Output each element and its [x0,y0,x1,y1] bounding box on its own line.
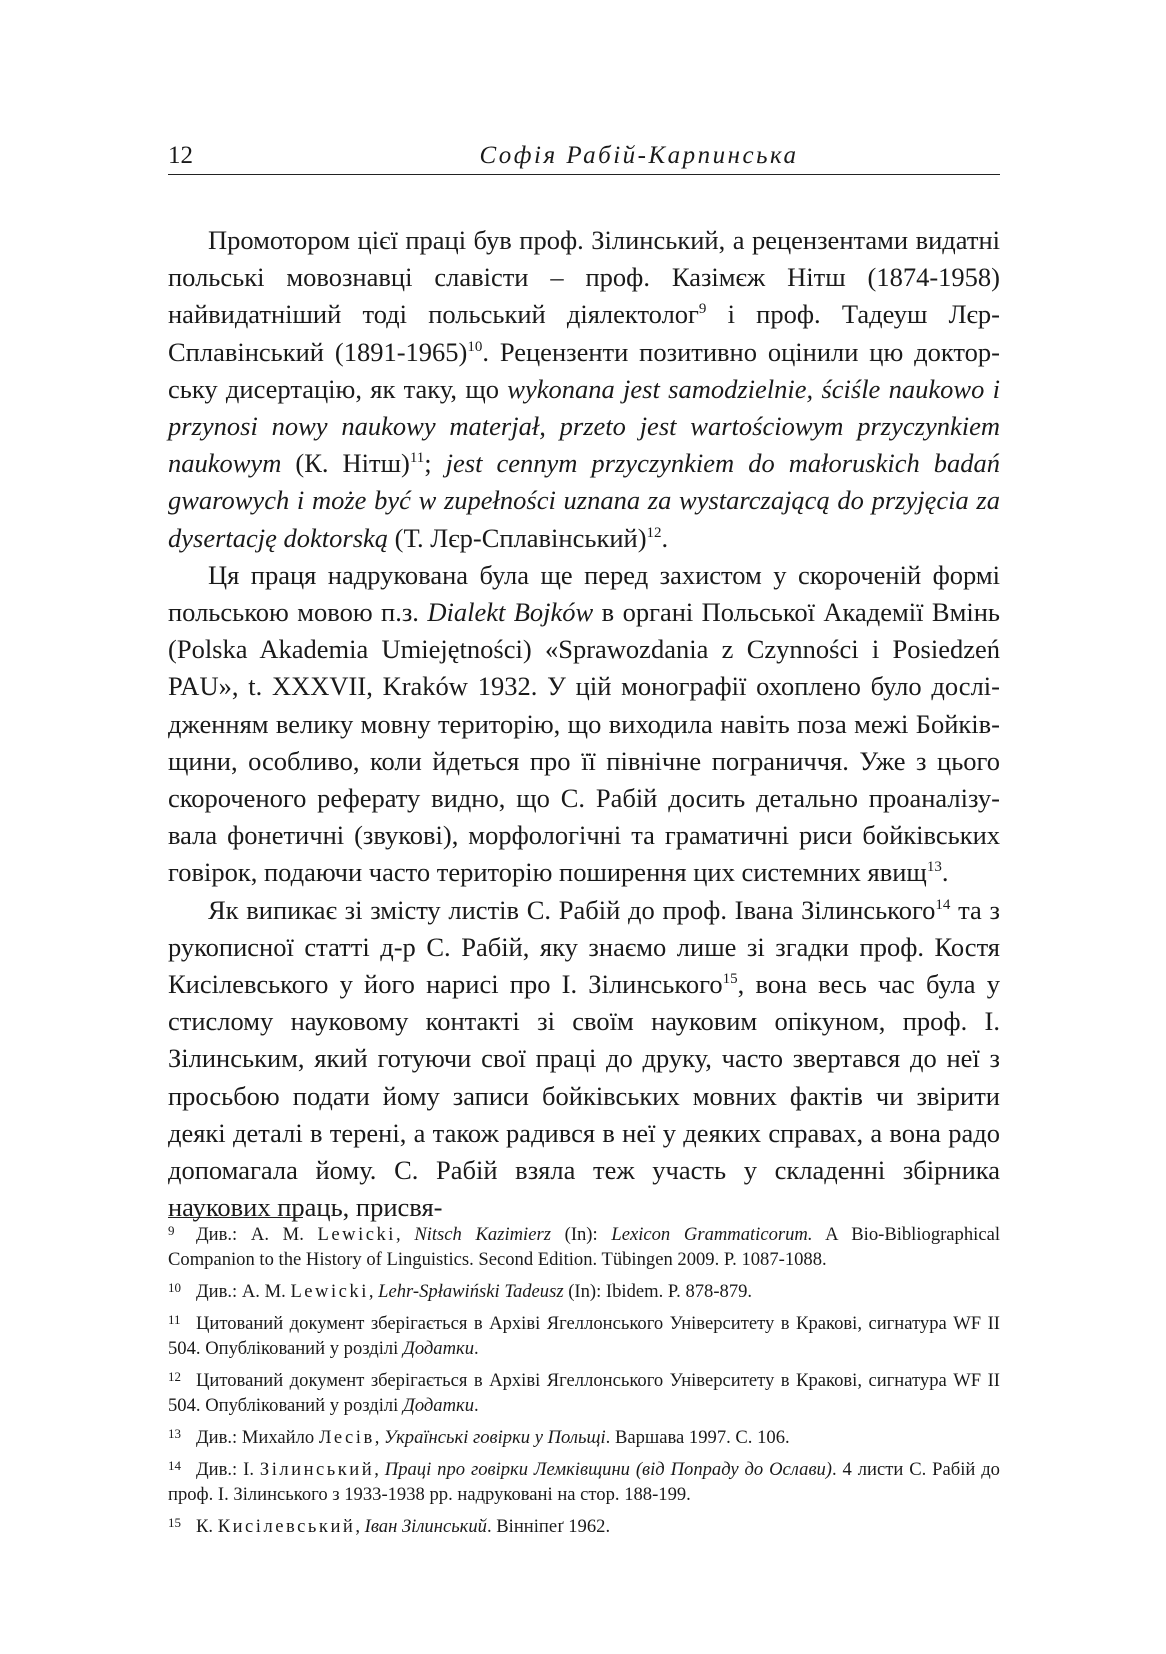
italic-text: Українські говірки у Польщі [384,1427,606,1448]
footnotes [168,1222,1000,1546]
author-name: Зілинський [259,1459,375,1480]
footnote-ref: 10 [467,338,483,355]
footnote-ref: 13 [926,859,942,876]
text-run: Як випикає зі змісту листів С. Рабій до проф. Івана Зілинського [208,894,936,925]
text-run: . Рецензенти позитивно оцінили цю докторську дисертацію, як таку, що [168,336,1000,404]
page-header [168,140,1000,175]
footnote [168,1279,1000,1304]
footnote [168,1514,1000,1539]
text-run: , [374,1427,385,1448]
text-run: . Варшава 1997. С. 106. [605,1427,790,1448]
text-run: , [355,1516,365,1537]
main-text [168,222,1000,1226]
footnote-number: 10 [168,1280,181,1295]
text-run: Ця праця надрукована була ще перед захистом у скороченій формі польською мовою п.з. [168,559,1000,628]
italic-text: jest cennym przyczynkiem do małoruskich badań gwarowych i może być w zupełności uznana za wystarczającą do przyjęcia za dysertację doktorską [168,448,1001,553]
text-run: , [368,1281,379,1302]
author-name: Кисілевський [217,1516,356,1537]
text-run: Див.: A. M. [196,1281,291,1302]
footnote-number: 14 [168,1458,181,1473]
italic-text: Іван Зілинський [364,1516,487,1537]
footnote [168,1368,1000,1418]
italic-text: Lexicon Grammaticorum. [611,1224,813,1245]
text-run: (Т. Лєр-Сплавінський) [388,522,647,553]
italic-text: wykonana jest samodzielnie, ściśle naukowo i przynosi nowy naukowy materjał, przeto jest wartościowym przyczynkiem naukowym [168,373,1000,479]
text-run: . Вінніпеґ 1962. [486,1516,611,1537]
author-name: Lewicki [317,1224,396,1245]
paragraph [168,557,1000,892]
text-run: . [474,1395,479,1416]
footnote-number: 15 [168,1515,181,1530]
text-run: (In): Ibidem. P. 878-879. [563,1281,753,1302]
text-run: . [474,1338,479,1359]
footnote [168,1311,1000,1361]
paragraph [168,892,1000,1227]
text-run: та з рукописної статті д-р С. Рабій, яку знаємо лише зі згадки проф. Костя Кисілевського у його нарисі про І. Зілинського [168,894,1001,1000]
italic-text: Додатки [403,1395,475,1416]
text-run: К. [196,1516,218,1537]
text-run: Див.: І. [196,1459,260,1480]
text-run: Див.: Михайло [196,1427,319,1448]
footnote-ref: 11 [409,450,425,467]
text-run: в органі Польської Академії Вмінь (Polska Akademia Umiejętności) «Sprawozdania z Czynności i Posiedzeń PAU», t. XXXVII, Kraków 1932. У цій монографії охоплено було дослідженням велику мовну територію, що виходила навіть поза межі Бойківщини, особливо, коли йдеться про її північне пограниччя. Уже з цього скороченого реферату видно, що С. Рабій досить детально проаналізувала фонетичні (звукові), морфологічні та граматичні риси бойківських говірок, подаючи часто територію поширення цих системних явищ [168,597,1000,888]
footnote-divider [168,1217,303,1218]
page-number: 12 [168,142,193,169]
text-run: ; [424,448,446,479]
footnote-number: 12 [168,1369,181,1384]
footnote-number: 13 [168,1426,181,1441]
footnote-ref: 14 [935,896,951,913]
text-run: , [374,1459,385,1480]
text-run: (К. Нітш) [281,448,410,479]
text-run: Цитований документ зберігається в Архіві Ягеллонського Університету в Кракові, сигнатура WF II 504. Опублікований у розділі [168,1370,1000,1416]
author-name: Lewicki [290,1281,369,1302]
footnote-ref: 12 [646,524,662,541]
italic-text: Lehr-Spławiński Tadeusz [378,1281,564,1302]
text-run: , [395,1224,415,1245]
text-run: Цитований документ зберігається в Архіві Ягеллонського Університету в Кракові, сигнатура WF II 504. Опублікований у розділі [168,1313,1000,1359]
text-run: і проф. Тадеуш Лєр-Сплавінський (1891-1965) [168,299,1000,367]
italic-text: Nitsch Kazimierz [414,1224,551,1245]
text-run: Промотором цієї праці був проф. Зілинський, а рецензентами видатні польські мовознавці славісти – проф. Казімєж Нітш (1874-1958) найвидатніший тоді польський діялектолог [168,225,1000,330]
footnote-ref: 15 [722,971,738,988]
footnote-number: 9 [168,1223,175,1238]
text-run: , вона весь час була у стислому науковому контакті зі своїм науковим опікуном, проф. І. Зілинським, який готуючи свої праці до друку, часто звертався до неї з просьбою подати йому записи бойківських мовних фактів чи звірити деякі деталі в терені, а також радився в неї у деяких справах, а вона радо допомагала йому. С. Рабій взяла теж участь у складенні збірника наукових праць, присвя- [168,969,1000,1223]
footnote [168,1425,1000,1450]
running-title: Софія Рабій-Карпинська [479,142,799,169]
footnote-number: 11 [168,1312,181,1327]
footnote [168,1457,1000,1507]
footnote-ref: 9 [698,301,707,318]
text-run: A Bio-Bibliographical Companion to the History of Linguistics. Second Edition. Tübingen 2009. P. 1087-1088. [168,1224,1000,1270]
italic-text: Додатки [403,1338,475,1359]
text-run: . 4 листи С. Рабій до проф. І. Зілинського з 1933-1938 рр. надруковані на стор. 188-199. [168,1459,1000,1505]
text-run: . [941,857,949,888]
paragraph [168,222,1000,557]
author-name: Лесів [318,1427,375,1448]
text-run: (In): [550,1224,612,1245]
italic-text: Праці про говірки Лемківщини (від Попраду до Ослави) [384,1459,832,1480]
italic-text: Dialekt Bojków [427,597,594,628]
text-run: Див.: A. M. [196,1224,318,1245]
footnote [168,1222,1000,1272]
text-run: . [661,522,669,553]
